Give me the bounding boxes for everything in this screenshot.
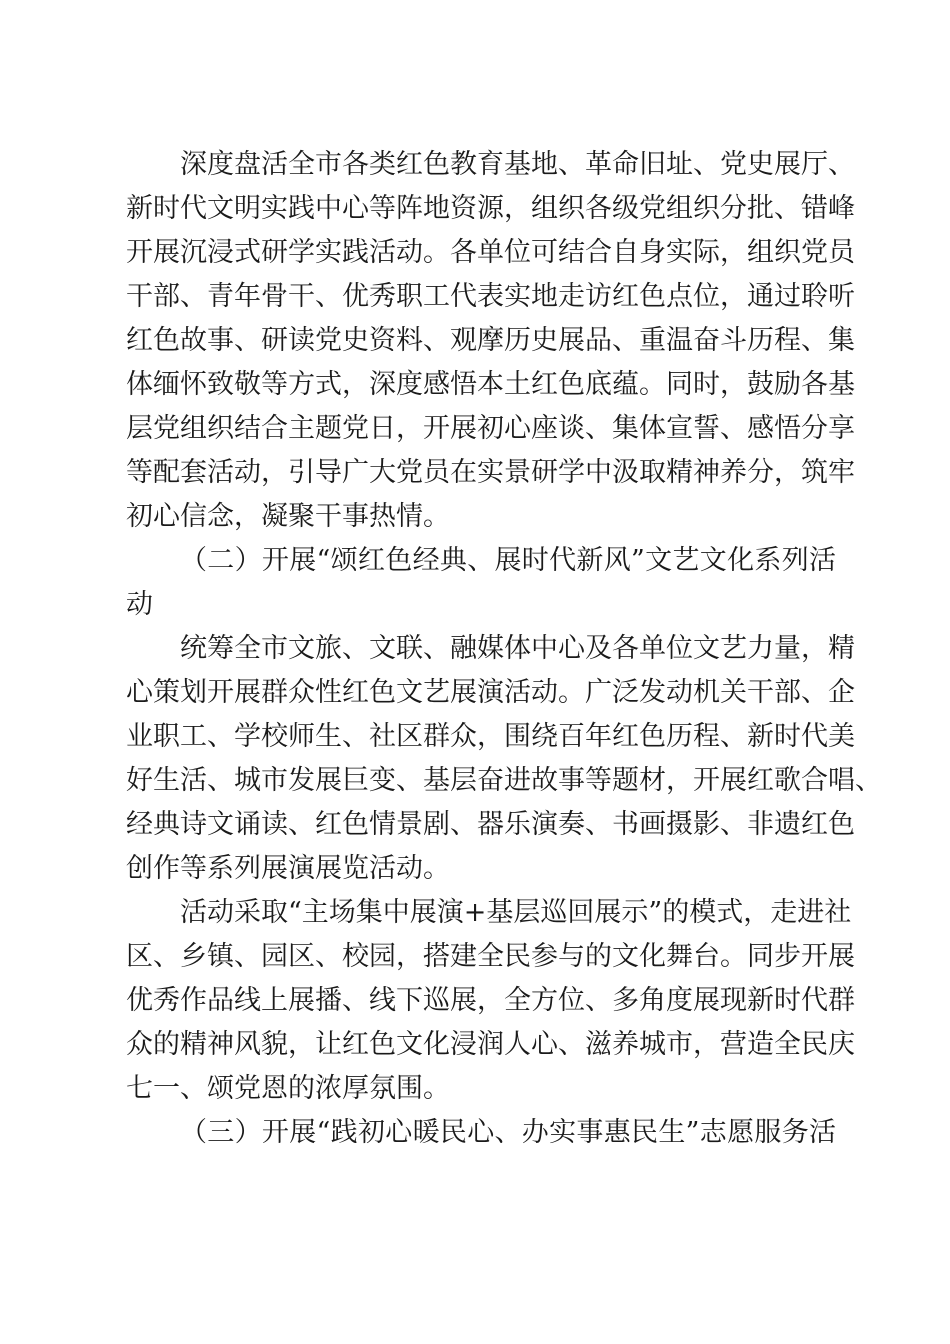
section-heading-3	[126, 1111, 836, 1155]
text-line: 活动采取“主场集中展演+基层巡回展示”的模式，走进社	[180, 897, 852, 928]
section-heading-2	[126, 539, 836, 627]
text-line: 干部、青年骨干、优秀职工代表实地走访红色点位，通过聆听	[126, 281, 855, 312]
text-line: 创作等系列展演展览活动。	[126, 853, 450, 884]
heading-line: 动	[126, 589, 153, 620]
text-line: 七一、颂党恩的浓厚氛围。	[126, 1073, 450, 1104]
heading-line: （三）开展“践初心暖民心、办实事惠民生”志愿服务活	[180, 1117, 836, 1148]
text-line: 区、乡镇、园区、校园，搭建全民参与的文化舞台。同步开展	[126, 941, 855, 972]
text-line: 众的精神风貌，让红色文化浸润人心、滋养城市，营造全民庆	[126, 1029, 855, 1060]
heading-line: （二）开展“颂红色经典、展时代新风”文艺文化系列活	[180, 545, 836, 576]
text-line: 初心信念，凝聚干事热情。	[126, 501, 450, 532]
text-line: 深度盘活全市各类红色教育基地、革命旧址、党史展厅、	[180, 149, 855, 180]
text-line: 优秀作品线上展播、线下巡展，全方位、多角度展现新时代群	[126, 985, 855, 1016]
text-line: 红色故事、研读党史资料、观摩历史展品、重温奋斗历程、集	[126, 325, 855, 356]
paragraph-activity-mode	[126, 891, 855, 1111]
paragraph-red-education-study	[126, 143, 855, 539]
text-line: 心策划开展群众性红色文艺展演活动。广泛发动机关干部、企	[126, 677, 855, 708]
text-line: 体缅怀致敬等方式，深度感悟本土红色底蕴。同时，鼓励各基	[126, 369, 855, 400]
document-body	[126, 143, 882, 1155]
text-line: 等配套活动，引导广大党员在实景研学中汲取精神养分，筑牢	[126, 457, 855, 488]
text-line: 开展沉浸式研学实践活动。各单位可结合自身实际，组织党员	[126, 237, 855, 268]
text-line: 经典诗文诵读、红色情景剧、器乐演奏、书画摄影、非遗红色	[126, 809, 855, 840]
text-line: 好生活、城市发展巨变、基层奋进故事等题材，开展红歌合唱、	[126, 765, 882, 796]
text-line: 新时代文明实践中心等阵地资源，组织各级党组织分批、错峰	[126, 193, 855, 224]
text-line: 层党组织结合主题党日，开展初心座谈、集体宣誓、感悟分享	[126, 413, 855, 444]
text-line: 业职工、学校师生、社区群众，围绕百年红色历程、新时代美	[126, 721, 855, 752]
paragraph-art-performance	[126, 627, 882, 891]
text-line: 统筹全市文旅、文联、融媒体中心及各单位文艺力量，精	[180, 633, 855, 664]
